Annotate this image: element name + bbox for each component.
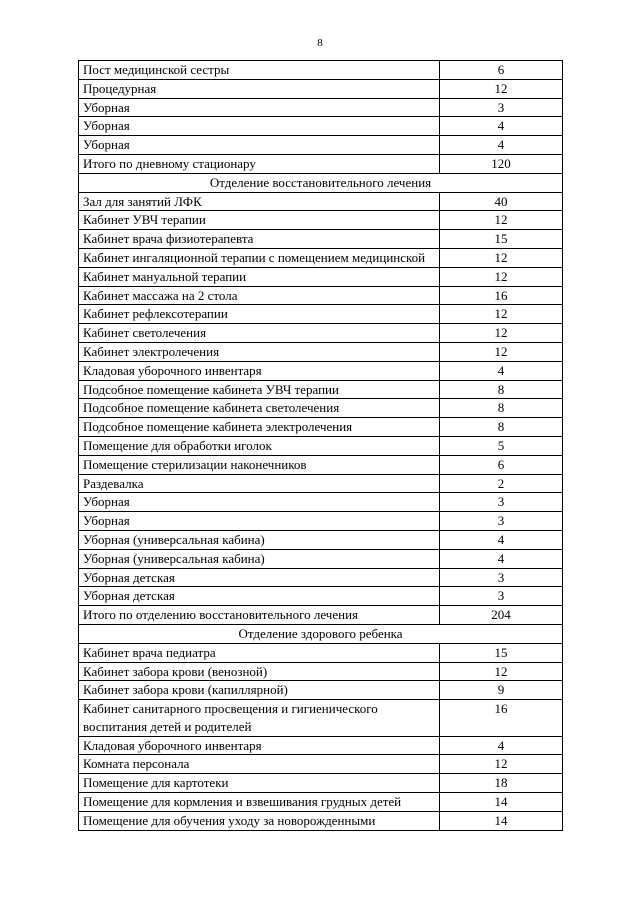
area-value-cell: 40 (440, 192, 563, 211)
table-row (79, 736, 563, 755)
room-name-cell: Пост медицинской сестры (79, 61, 440, 80)
area-value-cell: 12 (440, 324, 563, 343)
room-name-cell: Подсобное помещение кабинета УВЧ терапии (79, 380, 440, 399)
table-row (79, 211, 563, 230)
table-row (79, 474, 563, 493)
room-name-cell: Помещение для обработки иголок (79, 436, 440, 455)
table-row (79, 549, 563, 568)
table-row (79, 455, 563, 474)
room-name-cell: Уборная (79, 512, 440, 531)
room-name-cell: Зал для занятий ЛФК (79, 192, 440, 211)
room-name-cell: Кабинет массажа на 2 стола (79, 286, 440, 305)
table-row (79, 286, 563, 305)
table-row (79, 342, 563, 361)
room-name-cell: Итого по отделению восстановительного лечения (79, 606, 440, 625)
room-name-cell: Процедурная (79, 79, 440, 98)
area-value-cell: 18 (440, 774, 563, 793)
table-row (79, 774, 563, 793)
area-value-cell: 3 (440, 587, 563, 606)
area-value-cell: 15 (440, 643, 563, 662)
area-value-cell: 9 (440, 681, 563, 700)
section-row (79, 624, 563, 643)
area-value-cell: 4 (440, 736, 563, 755)
room-name-cell: Кабинет врача педиатра (79, 643, 440, 662)
rooms-table-body (79, 61, 563, 831)
room-name-cell: Кабинет санитарного просвещения и гигиенического воспитания детей и родителей (79, 700, 440, 737)
table-row (79, 793, 563, 812)
area-value-cell: 8 (440, 418, 563, 437)
section-row (79, 173, 563, 192)
table-row (79, 380, 563, 399)
table-row (79, 136, 563, 155)
table-row (79, 361, 563, 380)
room-name-cell: Кабинет мануальной терапии (79, 267, 440, 286)
room-name-cell: Итого по дневному стационару (79, 154, 440, 173)
area-value-cell: 4 (440, 361, 563, 380)
area-value-cell: 4 (440, 530, 563, 549)
room-name-cell: Помещение для кормления и взвешивания грудных детей (79, 793, 440, 812)
room-name-cell: Кабинет рефлексотерапии (79, 305, 440, 324)
table-row (79, 512, 563, 531)
table-row (79, 606, 563, 625)
room-name-cell: Уборная (79, 493, 440, 512)
room-name-cell: Подсобное помещение кабинета светолечения (79, 399, 440, 418)
area-value-cell: 4 (440, 549, 563, 568)
table-row (79, 230, 563, 249)
room-name-cell: Помещение для обучения уходу за новорожденными (79, 811, 440, 830)
area-value-cell: 204 (440, 606, 563, 625)
table-row (79, 399, 563, 418)
area-value-cell: 5 (440, 436, 563, 455)
table-row (79, 192, 563, 211)
area-value-cell: 2 (440, 474, 563, 493)
table-row (79, 61, 563, 80)
table-row (79, 305, 563, 324)
room-name-cell: Кабинет забора крови (капиллярной) (79, 681, 440, 700)
table-row (79, 436, 563, 455)
room-name-cell: Кабинет врача физиотерапевта (79, 230, 440, 249)
table-row (79, 568, 563, 587)
room-name-cell: Комната персонала (79, 755, 440, 774)
table-row (79, 662, 563, 681)
area-value-cell: 3 (440, 98, 563, 117)
table-row (79, 154, 563, 173)
area-value-cell: 14 (440, 811, 563, 830)
area-value-cell: 12 (440, 267, 563, 286)
area-value-cell: 6 (440, 61, 563, 80)
table-row (79, 267, 563, 286)
table-row (79, 681, 563, 700)
room-name-cell: Кабинет ингаляционной терапии с помещением медицинской (79, 248, 440, 267)
room-name-cell: Подсобное помещение кабинета электролечения (79, 418, 440, 437)
table-row (79, 98, 563, 117)
area-value-cell: 3 (440, 493, 563, 512)
room-name-cell: Кладовая уборочного инвентаря (79, 736, 440, 755)
room-name-cell: Кабинет УВЧ терапии (79, 211, 440, 230)
area-value-cell: 16 (440, 700, 563, 737)
table-row (79, 530, 563, 549)
area-value-cell: 4 (440, 117, 563, 136)
area-value-cell: 12 (440, 248, 563, 267)
area-value-cell: 12 (440, 211, 563, 230)
room-name-cell: Уборная (79, 136, 440, 155)
rooms-table (78, 60, 563, 831)
area-value-cell: 12 (440, 755, 563, 774)
room-name-cell: Раздевалка (79, 474, 440, 493)
room-name-cell: Уборная (универсальная кабина) (79, 549, 440, 568)
table-row (79, 117, 563, 136)
table-row (79, 700, 563, 737)
room-name-cell: Кабинет электролечения (79, 342, 440, 361)
room-name-cell: Уборная (универсальная кабина) (79, 530, 440, 549)
room-name-cell: Кабинет забора крови (венозной) (79, 662, 440, 681)
area-value-cell: 12 (440, 342, 563, 361)
area-value-cell: 12 (440, 662, 563, 681)
table-row (79, 248, 563, 267)
table-row (79, 418, 563, 437)
area-value-cell: 6 (440, 455, 563, 474)
area-value-cell: 14 (440, 793, 563, 812)
room-name-cell: Кладовая уборочного инвентаря (79, 361, 440, 380)
area-value-cell: 8 (440, 399, 563, 418)
room-name-cell: Уборная детская (79, 587, 440, 606)
section-title: Отделение здорового ребенка (79, 624, 563, 643)
area-value-cell: 3 (440, 568, 563, 587)
room-name-cell: Уборная (79, 117, 440, 136)
page-number: 8 (317, 37, 323, 49)
area-value-cell: 16 (440, 286, 563, 305)
area-value-cell: 3 (440, 512, 563, 531)
area-value-cell: 12 (440, 79, 563, 98)
room-name-cell: Помещение стерилизации наконечников (79, 455, 440, 474)
room-name-cell: Помещение для картотеки (79, 774, 440, 793)
table-row (79, 324, 563, 343)
table-row (79, 811, 563, 830)
table-row (79, 493, 563, 512)
area-value-cell: 8 (440, 380, 563, 399)
room-name-cell: Кабинет светолечения (79, 324, 440, 343)
table-row (79, 587, 563, 606)
table-row (79, 755, 563, 774)
room-name-cell: Уборная детская (79, 568, 440, 587)
table-row (79, 79, 563, 98)
area-value-cell: 12 (440, 305, 563, 324)
area-value-cell: 15 (440, 230, 563, 249)
room-name-cell: Уборная (79, 98, 440, 117)
section-title: Отделение восстановительного лечения (79, 173, 563, 192)
area-value-cell: 4 (440, 136, 563, 155)
area-value-cell: 120 (440, 154, 563, 173)
table-row (79, 643, 563, 662)
